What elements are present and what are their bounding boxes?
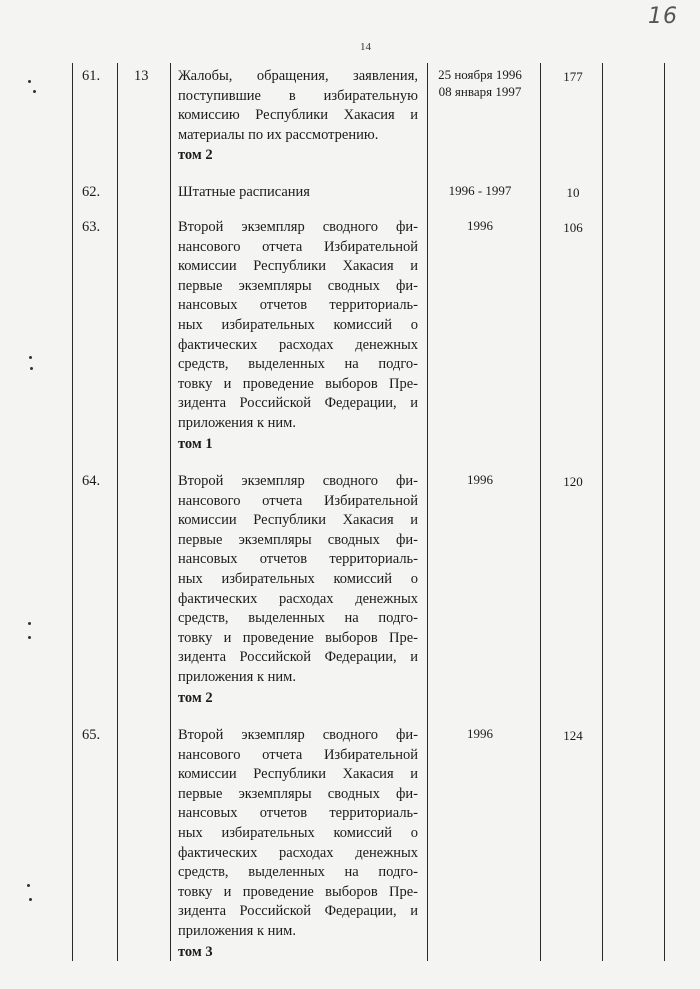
binding-hole-mark: [29, 898, 32, 901]
title-line: поступившие в избирательную: [178, 87, 418, 104]
binding-hole-mark: [29, 356, 32, 359]
title-line: Второй экземпляр сводного фи-: [178, 473, 418, 489]
sheet-count: 124: [563, 728, 583, 743]
binding-hole-mark: [30, 367, 33, 370]
volume-label: том 2: [178, 147, 213, 164]
binding-hole-mark: [28, 622, 31, 625]
title-line: приложения к ним.: [178, 922, 296, 939]
row-title: [178, 183, 418, 203]
binding-hole-mark: [33, 90, 36, 93]
row-title: [178, 472, 418, 708]
title-line: фактических расходах денежных: [178, 336, 418, 353]
binding-hole-mark: [27, 884, 30, 887]
title-line: фактических расходах денежных: [178, 590, 418, 607]
date-line: 08 января 1997: [438, 83, 522, 99]
title-line: зидента Российской Федерации, и: [178, 903, 418, 920]
title-line: ных избирательных комиссий о: [178, 316, 418, 333]
row-number: 61.: [82, 68, 101, 84]
row-dates: [424, 218, 536, 235]
title-line: комиссии Республики Хакасия и: [178, 258, 418, 275]
column-divider: [170, 63, 171, 961]
title-line: первые экземпляры сводных фи-: [178, 277, 418, 294]
title-line: товку и проведение выборов Пре-: [178, 375, 418, 392]
row-number: 62.: [82, 184, 101, 200]
title-line: нансового отчета Избирательной: [178, 238, 418, 255]
column-divider: [664, 63, 665, 961]
title-line: комиссии Республики Хакасия и: [178, 512, 418, 529]
title-line: Второй экземпляр сводного фи-: [178, 219, 418, 235]
title-line: ных избирательных комиссий о: [178, 570, 418, 587]
title-line: материалы по их рассмотрению.: [178, 126, 379, 143]
title-line: фактических расходах денежных: [178, 844, 418, 861]
title-line: нансовых отчетов территориаль-: [178, 297, 418, 314]
title-line: Жалобы, обращения, заявления,: [178, 68, 418, 84]
volume-label: том 2: [178, 689, 213, 706]
title-line: зидента Российской Федерации, и: [178, 649, 418, 666]
row-title: [178, 67, 418, 166]
column-divider: [72, 63, 73, 961]
title-line: нансового отчета Избирательной: [178, 492, 418, 509]
column-divider: [117, 63, 118, 961]
page-number: 14: [360, 41, 371, 53]
row-title: [178, 218, 418, 454]
sheet-count: 177: [563, 69, 583, 84]
handwritten-sheet-number: 16: [648, 4, 678, 29]
date-line: 1996: [467, 726, 493, 741]
row-subnumber: 13: [134, 68, 149, 84]
title-line: зидента Российской Федерации, и: [178, 395, 418, 412]
column-divider: [540, 63, 541, 961]
date-line: 1996: [467, 472, 493, 487]
binding-hole-mark: [28, 636, 31, 639]
row-dates: [424, 472, 536, 489]
title-line: средств, выделенных на подго-: [178, 864, 418, 881]
row-title: [178, 726, 418, 962]
row-dates: [424, 183, 536, 200]
sheet-count: 106: [563, 220, 583, 235]
row-number: 63.: [82, 219, 101, 235]
title-line: приложения к ним.: [178, 668, 296, 685]
row-number: 65.: [82, 727, 101, 743]
title-line: нансовых отчетов территориаль-: [178, 805, 418, 822]
column-divider: [602, 63, 603, 961]
sheet-count: 120: [563, 474, 583, 489]
binding-hole-mark: [28, 80, 31, 83]
title-line: средств, выделенных на подго-: [178, 610, 418, 627]
date-line: 25 ноября 1996: [438, 67, 522, 82]
title-line: товку и проведение выборов Пре-: [178, 883, 418, 900]
volume-label: том 1: [178, 435, 213, 452]
title-line: Штатные расписания: [178, 184, 310, 200]
title-line: первые экземпляры сводных фи-: [178, 785, 418, 802]
date-line: 1996: [467, 218, 493, 233]
title-line: нансового отчета Избирательной: [178, 746, 418, 763]
title-line: нансовых отчетов территориаль-: [178, 551, 418, 568]
title-line: средств, выделенных на подго-: [178, 356, 418, 373]
title-line: комиссии Республики Хакасия и: [178, 766, 418, 783]
title-line: комиссию Республики Хакасия и: [178, 107, 418, 124]
volume-label: том 3: [178, 943, 213, 960]
sheet-count: 10: [566, 185, 580, 200]
row-number: 64.: [82, 473, 101, 489]
title-line: приложения к ним.: [178, 414, 296, 431]
row-dates: [424, 726, 536, 743]
date-line: 1996 - 1997: [448, 183, 512, 198]
title-line: ных избирательных комиссий о: [178, 824, 418, 841]
title-line: товку и проведение выборов Пре-: [178, 629, 418, 646]
title-line: первые экземпляры сводных фи-: [178, 531, 418, 548]
title-line: Второй экземпляр сводного фи-: [178, 727, 418, 743]
row-dates: [424, 67, 536, 100]
